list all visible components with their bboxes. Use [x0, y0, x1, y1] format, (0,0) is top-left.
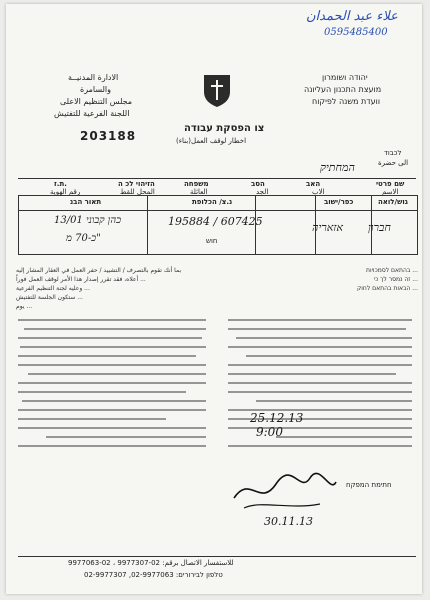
- col-grandfather-ar: الجد: [256, 188, 269, 196]
- cell-region: חברון: [368, 221, 391, 234]
- signature-icon: [230, 464, 340, 514]
- th-coords: נ.צ/ הכלופת: [192, 198, 233, 206]
- arabic-body-line2: أعلاه، فقد تقرر إصدار هذا الأمر لوقف العمل فوراً ...: [16, 276, 146, 283]
- body-text-lines: [16, 316, 414, 456]
- arabic-body-line1: بما أنك تقوم بالتصرف / التشييد / حفر العمل في العقار المشار إليه: [16, 267, 182, 274]
- hebrew-body-line1: בהתאם לסמכויות ...: [366, 267, 418, 274]
- col-father: האב: [306, 180, 321, 188]
- arabic-header-line1: الادارة المدنيــة: [68, 73, 119, 82]
- th-building: תאור הבנ: [70, 198, 102, 206]
- signature-date: 30.11.13: [264, 515, 313, 528]
- col-grandfather: הסב: [251, 180, 265, 188]
- col-family: משפחה: [184, 180, 209, 188]
- footer-contact-arabic: للاستفسار الاتصال برقم: 02-9977307 ، 02-9977063: [68, 559, 234, 567]
- emblem-icon: [202, 72, 232, 108]
- document-page: [6, 4, 422, 594]
- th-block: גוש/לואה: [378, 198, 408, 206]
- arabic-header-line4: اللجنة الفرعية للتفتيش: [54, 109, 130, 118]
- cell-building: 13/01 כהן קבוני: [54, 215, 122, 226]
- cell-building-size: כ-70 מ": [66, 233, 101, 244]
- th-village: כפר/ישוב: [324, 198, 354, 206]
- document-number: 203188: [80, 129, 137, 143]
- col-id-ar: رقم الهوية: [50, 188, 81, 196]
- handwritten-name: علاء عبد الحمدان: [306, 9, 398, 24]
- handwritten-phone: 0595485400: [324, 27, 388, 38]
- col-id-place: הזיהוי לכ ה: [118, 180, 155, 188]
- order-title-hebrew: צו הפסקת עבודה: [184, 123, 265, 134]
- signer-label: חתימת המפקח: [346, 481, 392, 489]
- arabic-body: [16, 266, 206, 311]
- arabic-header-line2: والسامرة: [80, 85, 111, 94]
- col-father-ar: الاب: [312, 188, 325, 196]
- arabic-body-line5: يوم ...: [16, 303, 33, 310]
- footer-contact-hebrew: טלפון לבירורים: 02-9977063, 02-9977307: [84, 571, 223, 579]
- hearing-time: 9:00: [256, 425, 283, 439]
- hebrew-header-line3: וועדת משנה לפיקוח: [312, 97, 381, 106]
- to-label: לכבוד: [384, 149, 402, 157]
- col-id-place-ar: المحل للقط: [120, 188, 155, 196]
- arabic-header-line3: مجلس التنظيم الاعلى: [60, 97, 133, 106]
- hebrew-body-line3: הבאות בהתאם לחוק ...: [357, 285, 418, 292]
- hearing-date: 25.12.13: [250, 411, 304, 425]
- hebrew-header-line2: מועצת התכנון העליונה: [304, 85, 382, 94]
- to-label-arabic: الى حضرة: [378, 159, 409, 167]
- divider: [18, 178, 416, 179]
- footer-divider: [18, 556, 416, 557]
- hebrew-body-line2: זה נמסר לך כי ...: [373, 276, 418, 283]
- col-first-name-ar: الاسم: [382, 188, 399, 196]
- arabic-body-line3: وعليه لجنة التنظيم الفرعية ...: [16, 285, 90, 292]
- cell-hawd: חוש: [206, 237, 218, 245]
- col-family-ar: العائلة: [190, 188, 208, 196]
- addressee-name: המחתיק: [320, 161, 355, 174]
- arabic-body-line4: ستكون الجلسة للتفتيش ...: [16, 294, 83, 301]
- hebrew-body: [228, 266, 418, 293]
- cell-village: אזאריה: [312, 221, 344, 234]
- cell-coords: 195884 / 607425: [168, 215, 263, 228]
- hebrew-header-line1: יהודה ושומרון: [322, 73, 368, 82]
- col-id: ת.ז.: [54, 180, 67, 188]
- col-first-name: שם פרטי: [376, 180, 405, 188]
- order-title-arabic: اخطار لوقف العمل(بناء): [176, 137, 247, 145]
